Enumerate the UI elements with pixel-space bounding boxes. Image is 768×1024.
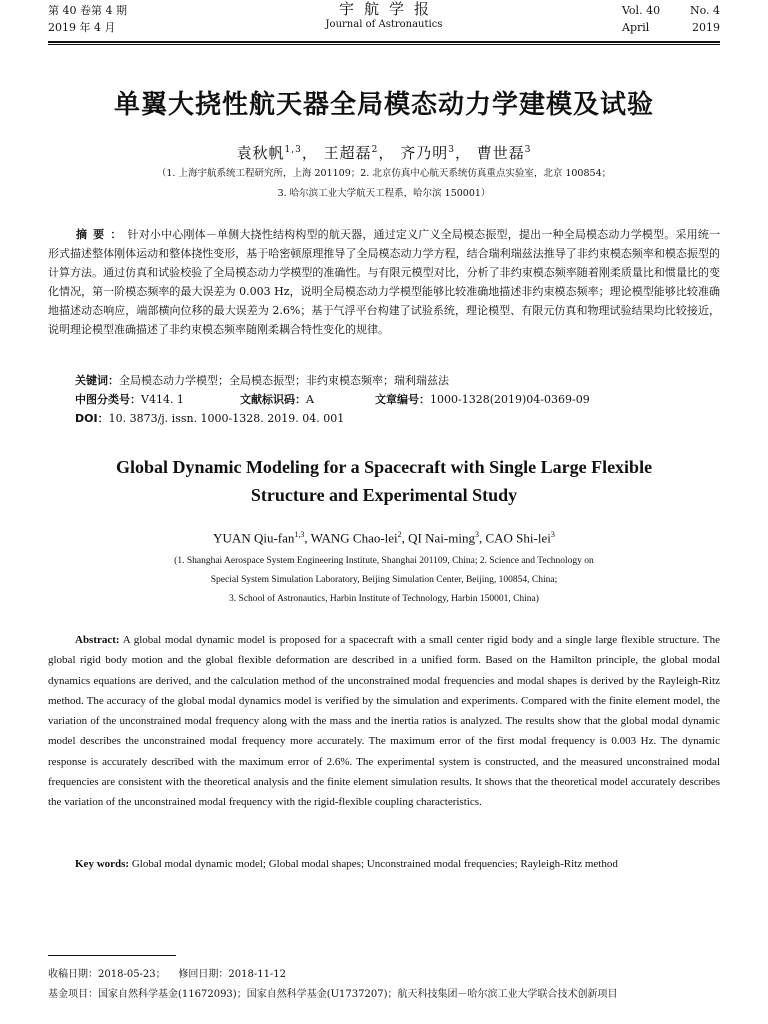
abstract-cn <box>48 225 720 339</box>
article-number <box>375 392 590 408</box>
abstract-en-label: Abstract: <box>75 634 120 646</box>
paper-title-en-line-2: Structure and Experimental Study <box>250 485 518 505</box>
header-no: No. 4 <box>689 4 720 17</box>
clc-value: V414. 1 <box>141 393 184 406</box>
author-affil-mark: 3 <box>474 530 479 539</box>
header-vol-issue-cn: 第 40 卷第 4 期 <box>48 4 127 17</box>
author-list-en <box>48 530 720 546</box>
doi-value: 10. 3873/j. issn. 1000-1328. 2019. 04. 001 <box>108 412 345 425</box>
footnote-rule <box>48 955 176 956</box>
author-affil-mark: 3 <box>524 145 532 155</box>
author-separator: , <box>401 530 409 546</box>
paper-title-cn: 单翼大挠性航天器全局模态动力学建模及试验 <box>113 90 654 120</box>
author-separator: , <box>304 530 311 546</box>
footnote-dates <box>48 968 286 982</box>
journal-name-cn: 宇航学报 <box>338 0 439 18</box>
affiliation-cn-line-2: 3. 哈尔滨工业大学航天工程系，哈尔滨 150001） <box>277 188 491 199</box>
author-affil-mark: 2 <box>371 145 379 155</box>
header-month: April <box>622 21 650 34</box>
author-separator: ， <box>378 144 395 162</box>
author-en: WANG Chao-lei <box>310 530 398 546</box>
author-cn: 王超磊 <box>323 144 372 162</box>
author-list-cn <box>48 142 720 163</box>
author-en: YUAN Qiu-fan <box>213 530 295 546</box>
doi <box>75 411 344 427</box>
paper-title-en <box>48 453 720 509</box>
document-code-label: 文献标识码： <box>240 393 306 406</box>
keywords-en-text: Global modal dynamic model; Global modal shapes; Unconstrained modal frequencies; Rayleigh-Ritz method <box>131 858 618 870</box>
keywords-cn <box>75 373 449 389</box>
author-separator: ， <box>301 144 318 162</box>
received-label: 收稿日期： <box>48 969 98 980</box>
affiliation-en-line-3: 3. School of Astronautics, Harbin Institute of Technology, Harbin 150001, China) <box>229 594 539 604</box>
revised-date: 2018-11-12 <box>228 969 287 980</box>
abstract-cn-text: 针对小中心刚体－单侧大挠性结构构型的航天器，通过定义广义全局模态振型，提出一种全局模态动力学模型。采用统一形式描述整体刚体运动和整体挠性变形，基于哈密顿原理推导了全局模态动力学方程，结合瑞利瑞兹法推导了非约束模态频率和模态振型的计算方法。通过仿真和试验校验了全局模态动力学模型的准确性。与有限元模型对比，分析了非约束模态频率随着刚柔质量比和惯量比的变化情况，第一阶模态频率的最大误差为 0.003 Hz，说明全局模态动力学模型能够比较准确地描述非约束模态频率；理论模型能够比较准确地描述动态响应，端部横向位移的最大误差为 2.6%；基于气浮平台构建了试验系统，理论模型、有限元仿真和物理试验结果均比较接近，说明理论模型准确描述了非约束模态频率随刚柔耦合特性变化的规律。 <box>48 228 720 336</box>
running-header <box>48 0 720 40</box>
revised-label: 修回日期： <box>178 969 229 980</box>
article-number-value: 1000-1328(2019)04-0369-09 <box>430 393 590 406</box>
clc-label: 中图分类号： <box>75 393 141 406</box>
funding-label: 基金项目： <box>48 989 98 1000</box>
clc <box>75 393 184 406</box>
author-affil-mark: 3 <box>550 530 555 539</box>
keywords-en-label: Key words: <box>75 858 130 870</box>
abstract-en-text: A global modal dynamic model is proposed for a spacecraft with a small center rigid body and a single large flexible structure. The global rigid body motion and the global flexible deformation are described in a unified form. Based on the Hamilton principle, the global modal dynamics equations are derived, and the calculation method of the unconstrained modal frequencies and modal shapes is derived by the Rayleigh-Ritz method. The accuracy of the global modal dynamics model is verified by the simulation and experiments. Compared with the finite element model, the variation of the unconstrained modal frequency along with the mass and the inertia ratios is analyzed. The results show that the global modal dynamic model describes the unconstrained modal frequency more accurately. The maximum error of the first modal frequency is 0.003 Hz. The dynamic response is accurately described with the maximum error of 2.6%. The experimental system is constructed, and the measured unconstrained modal frequencies are consistent with the theoretical analysis and the finite element simulation results. It shows that the theoretical model accurately describes the variation of the unconstrained modal frequency with the rigid-flexible coupling characteristics. <box>48 634 720 809</box>
received-date: 2018-05-23； <box>98 969 166 980</box>
abstract-cn-label: 摘要： <box>76 228 128 241</box>
abstract-en <box>48 630 720 813</box>
document-code-value: A <box>306 393 314 406</box>
funding-value: 国家自然科学基金(11672093)；国家自然科学基金(U1737207)；航天科技集团－哈尔滨工业大学联合技术创新项目 <box>98 989 618 1000</box>
journal-name <box>284 0 484 32</box>
affiliation-cn-line-1: （1. 上海宇航系统工程研究所，上海 201109；2. 北京仿真中心航天系统仿真重点实验室，北京 100854； <box>156 168 612 179</box>
affiliation-en-line-2: Special System Simulation Laboratory, Beijing Simulation Center, Beijing, 100854, China; <box>210 575 558 585</box>
author-separator: ， <box>454 144 471 162</box>
author-affil-mark: 3 <box>448 145 455 155</box>
author-en: QI Nai-ming <box>408 530 475 546</box>
keywords-cn-label: 关键词： <box>75 374 119 387</box>
affiliation-en-line-1: (1. Shanghai Aerospace System Engineering Institute, Shanghai 201109, China; 2. Science and Technology on <box>174 556 594 566</box>
header-date-cn: 2019 年 4 月 <box>48 21 116 34</box>
keywords-en <box>48 854 720 874</box>
paper-title-en-line-1: Global Dynamic Modeling for a Spacecraft with Single Large Flexible <box>115 457 653 477</box>
header-issue-en <box>622 2 720 36</box>
document-code <box>240 392 314 408</box>
author-cn: 袁秋帆 <box>236 144 285 162</box>
author-separator: , <box>478 530 486 546</box>
header-vol: Vol. 40 <box>622 4 661 17</box>
author-affil-mark: 2 <box>397 530 402 539</box>
header-issue-cn <box>48 2 127 36</box>
author-affil-mark: 1,3 <box>294 530 305 539</box>
author-cn: 曹世磊 <box>476 144 525 162</box>
header-rule-thin <box>48 44 720 45</box>
header-year: 2019 <box>692 21 720 34</box>
classification-row <box>75 392 590 408</box>
article-number-label: 文章编号： <box>375 393 430 406</box>
author-cn: 齐乃明 <box>400 144 449 162</box>
doi-label: DOI： <box>75 412 109 425</box>
keywords-cn-text: 全局模态动力学模型；全局模态振型；非约束模态频率；瑞利瑞兹法 <box>119 374 449 387</box>
footnote-funding <box>48 988 617 1002</box>
author-en: CAO Shi-lei <box>485 530 551 546</box>
header-rule-thick <box>48 41 720 43</box>
journal-name-en: Journal of Astronautics <box>325 19 443 30</box>
author-affil-mark: 1,3 <box>284 145 302 155</box>
